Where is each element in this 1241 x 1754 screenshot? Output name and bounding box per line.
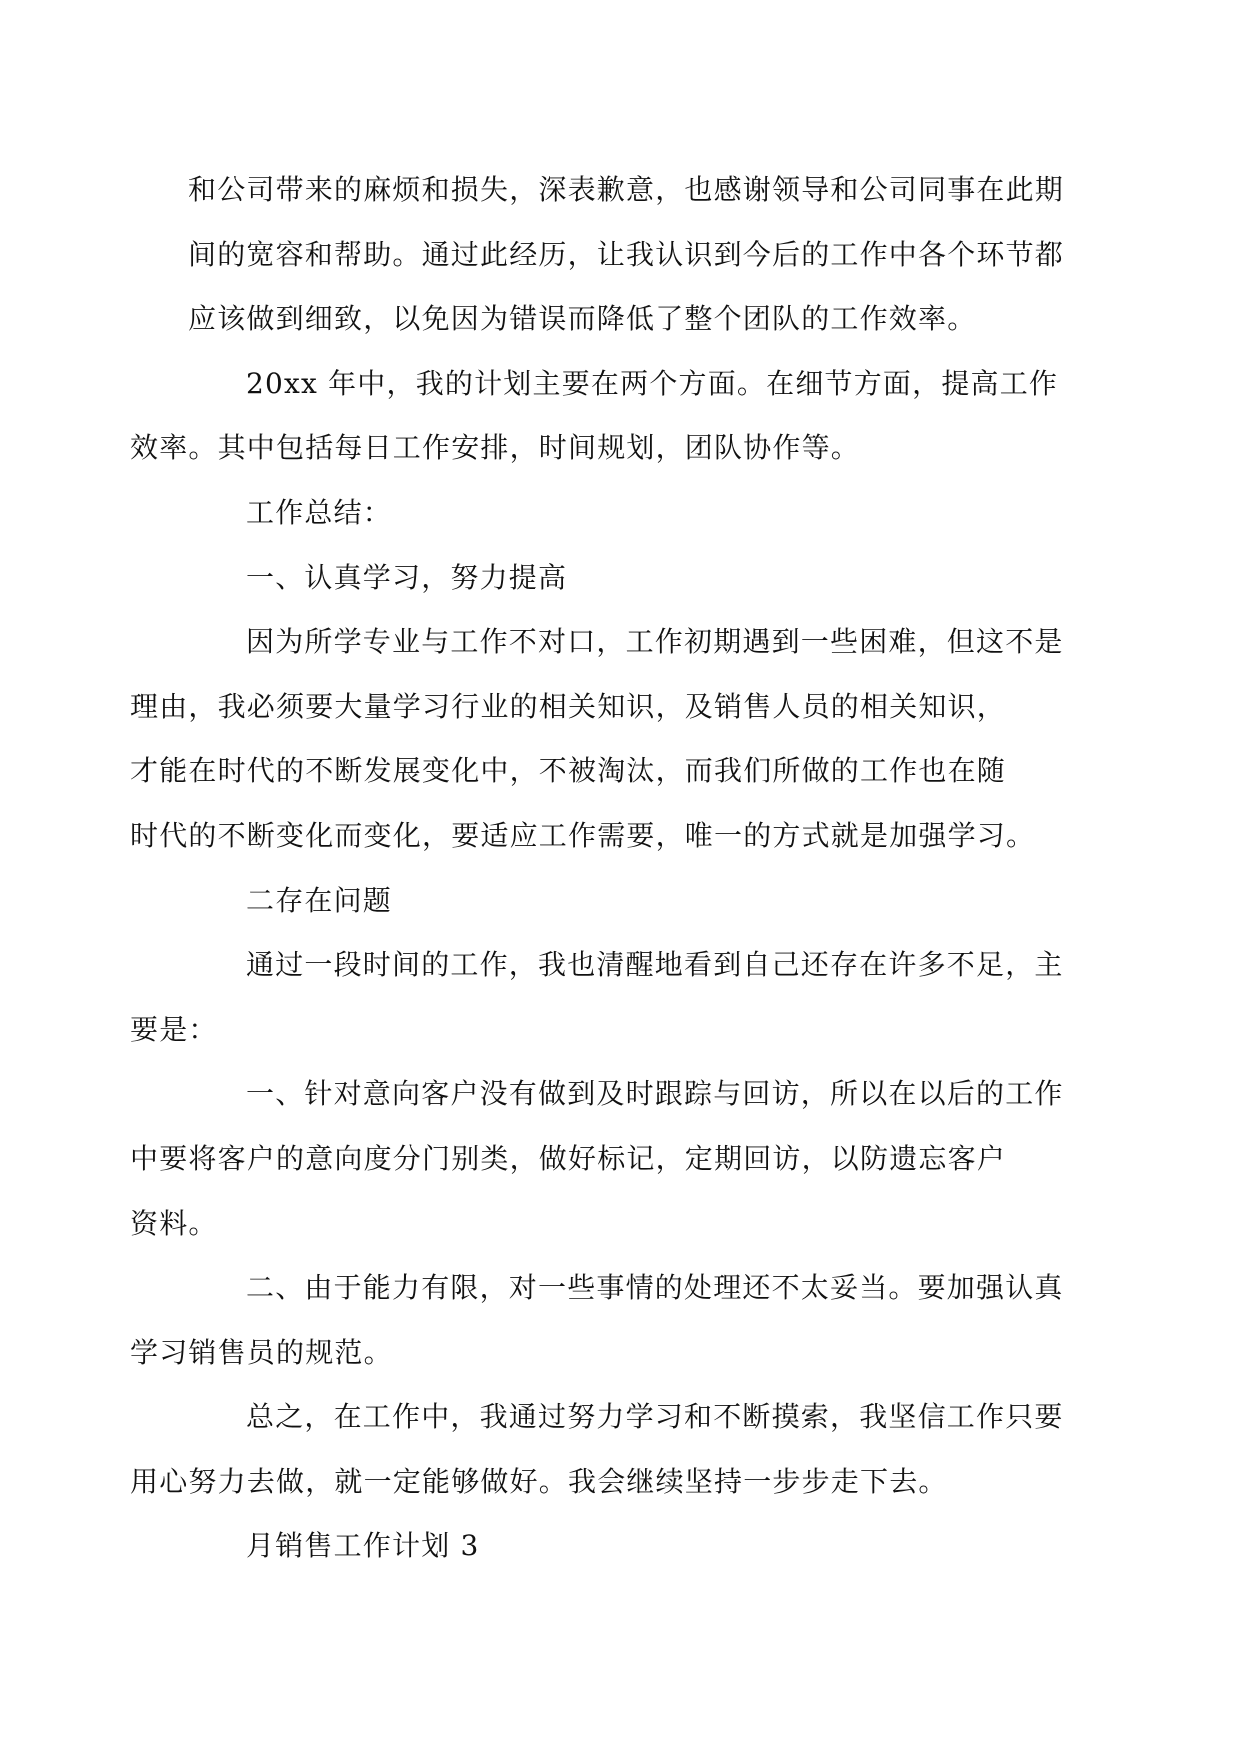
- text-line: 才能在时代的不断发展变化中，不被淘汰，而我们所做的工作也在随: [130, 754, 1007, 788]
- text-line: 间的宽容和帮助。通过此经历，让我认识到今后的工作中各个环节都: [188, 237, 1065, 271]
- text-line: 20xx 年中，我的计划主要在两个方面。在细节方面，提高工作: [246, 366, 1059, 400]
- document-body: [130, 158, 1065, 1579]
- text-line: 通过一段时间的工作，我也清醒地看到自己还存在许多不足，主: [246, 948, 1064, 982]
- paragraph: [130, 933, 1064, 1062]
- paragraph: [130, 1256, 1064, 1385]
- text-line: 要是：: [130, 1012, 218, 1046]
- text-line: 学习销售员的规范。: [130, 1335, 393, 1369]
- text-line: 工作总结：: [246, 495, 393, 529]
- text-line: 理由，我必须要大量学习行业的相关知识，及销售人员的相关知识，: [130, 689, 1007, 723]
- text-line: 时代的不断变化而变化，要适应工作需要，唯一的方式就是加强学习。: [130, 818, 1036, 852]
- section-heading: [188, 1514, 1058, 1579]
- text-line: 中要将客户的意向度分门别类，做好标记，定期回访，以防遗忘客户: [130, 1141, 1007, 1175]
- paragraph: [130, 1385, 1064, 1514]
- section-heading: [188, 869, 1058, 934]
- text-line: 二存在问题: [246, 883, 393, 917]
- paragraph: [130, 610, 1064, 868]
- text-line: 和公司带来的麻烦和损失，深表歉意，也感谢领导和公司同事在此期: [188, 173, 1065, 206]
- paragraph: [130, 352, 1059, 481]
- text-line: 二、由于能力有限，对一些事情的处理还不太妥当。要加强认真: [246, 1271, 1064, 1305]
- section-heading: [188, 546, 1058, 611]
- text-line: 应该做到细致，以免因为错误而降低了整个团队的工作效率。: [188, 302, 977, 336]
- section-heading: [188, 481, 1058, 546]
- text-line: 一、针对意向客户没有做到及时跟踪与回访，所以在以后的工作: [246, 1077, 1064, 1111]
- text-line: 效率。其中包括每日工作安排，时间规划，团队协作等。: [130, 431, 861, 465]
- text-line: 因为所学专业与工作不对口，工作初期遇到一些困难，但这不是: [246, 625, 1064, 659]
- paragraph: [130, 1062, 1064, 1256]
- text-line: 一、认真学习，努力提高: [246, 560, 568, 594]
- text-line: 总之，在工作中，我通过努力学习和不断摸索，我坚信工作只要: [246, 1400, 1064, 1434]
- text-line: 月销售工作计划 3: [246, 1529, 480, 1563]
- text-line: 用心努力去做，就一定能够做好。我会继续坚持一步步走下去。: [130, 1464, 948, 1498]
- paragraph: [188, 158, 1065, 352]
- text-line: 资料。: [130, 1206, 218, 1240]
